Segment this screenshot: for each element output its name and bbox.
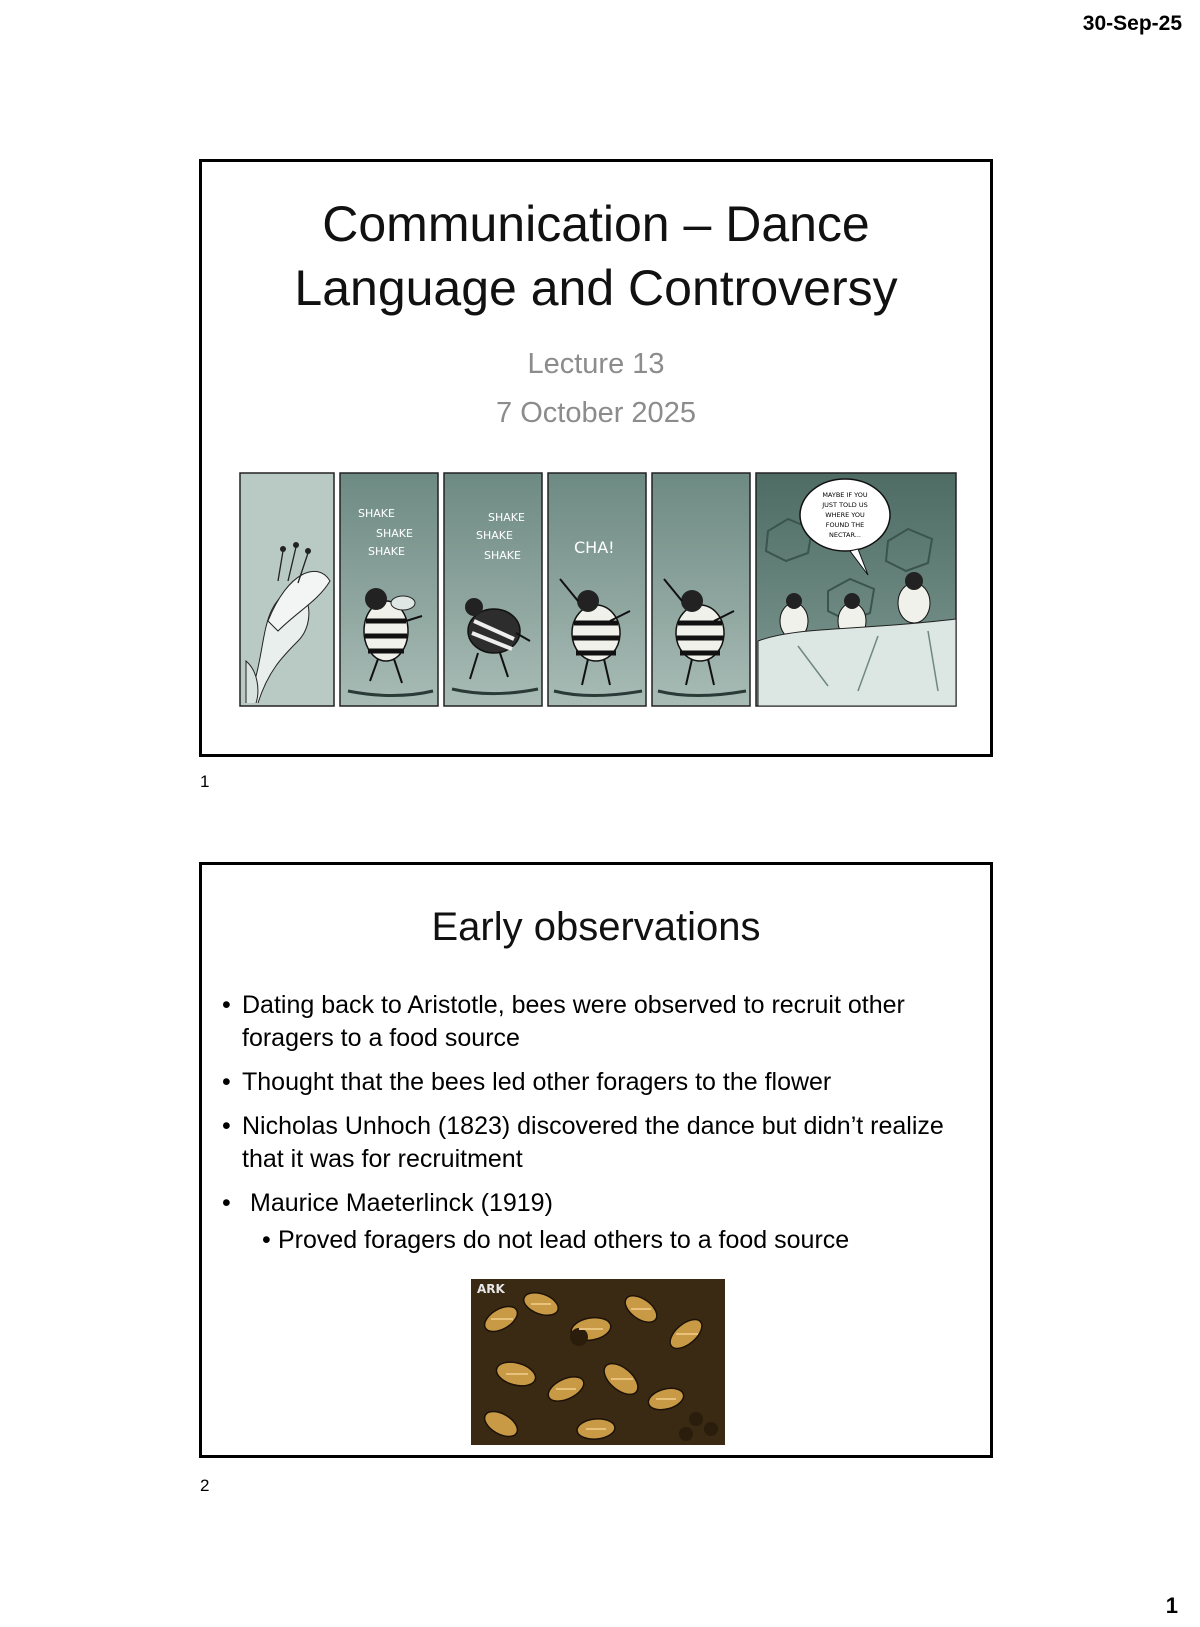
sound-text: SHAKE <box>476 529 513 542</box>
bullet-item: • Maurice Maeterlinck (1919) <box>220 1187 960 1220</box>
sound-text: SHAKE <box>376 527 413 540</box>
page-number: 1 <box>1165 1593 1178 1618</box>
comic-panel-4 <box>548 473 646 706</box>
comic-panel-6 <box>756 473 956 706</box>
slide-title: Early observations <box>431 905 761 949</box>
sound-text: SHAKE <box>488 511 525 524</box>
slide-number: 1 <box>200 772 210 791</box>
header-date: 30-Sep-25 <box>1082 12 1182 35</box>
speech-line: FOUND THE <box>825 521 865 529</box>
sub-bullet-item: • Proved foragers do not lead others to a food source <box>260 1224 960 1257</box>
speech-line: JUST TOLD US <box>822 501 868 509</box>
title-line-1: Communication – Dance <box>322 196 870 252</box>
bullet-item: • Thought that the bees led other foragers to the flower <box>220 1066 960 1099</box>
sound-text: CHA! <box>574 538 615 557</box>
slide-1 <box>199 159 993 757</box>
bullet-list <box>220 989 960 1268</box>
slide-number: 2 <box>200 1476 210 1495</box>
speech-line: WHERE YOU <box>825 511 865 519</box>
speech-line: NECTAR... <box>829 531 861 539</box>
comic-panel-5 <box>652 473 750 706</box>
speech-line: MAYBE IF YOU <box>822 491 868 499</box>
lecture-date: 7 October 2025 <box>496 397 696 429</box>
title-line-2: Language and Controversy <box>294 260 898 316</box>
photo-watermark: ARK <box>477 1282 505 1296</box>
sound-text: SHAKE <box>368 545 405 558</box>
bullet-item: • Nicholas Unhoch (1823) discovered the dance but didn’t realize that it was for recruitment <box>220 1110 960 1176</box>
bullet-item: • Dating back to Aristotle, bees were observed to recruit other foragers to a food source <box>220 989 960 1055</box>
comic-panel-2 <box>340 473 438 706</box>
sound-text: SHAKE <box>358 507 395 520</box>
bee-dance-comic <box>238 471 958 708</box>
slide-2 <box>199 862 993 1458</box>
honeybees-photo <box>471 1279 725 1445</box>
sound-text: SHAKE <box>484 549 521 562</box>
comic-panel-1 <box>240 473 334 706</box>
slide-title <box>202 192 990 320</box>
comic-panel-3 <box>444 473 542 706</box>
lecture-number: Lecture 13 <box>527 348 665 380</box>
